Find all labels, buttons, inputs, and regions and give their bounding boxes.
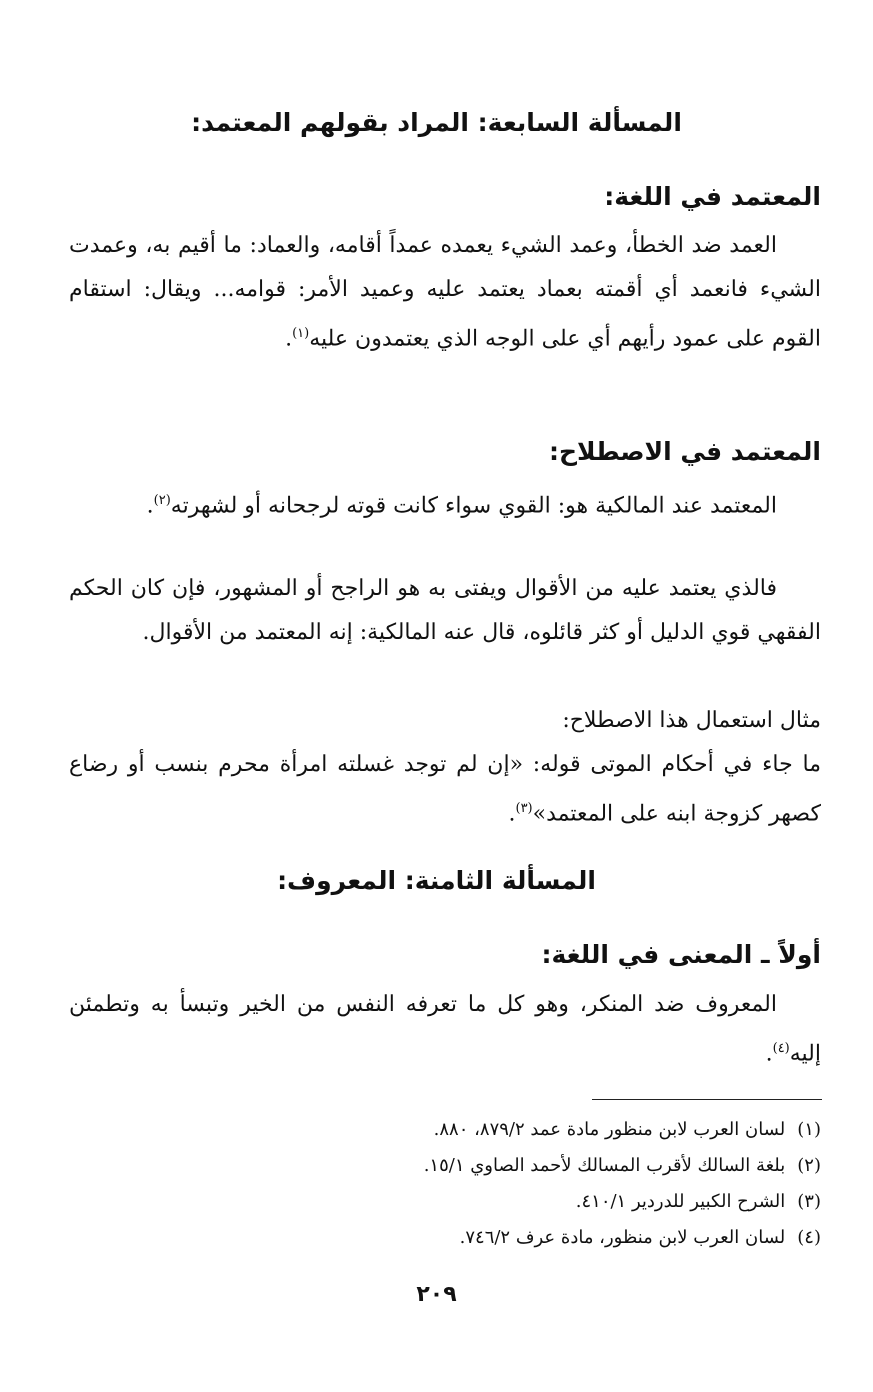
footnote-ref-1: (١) xyxy=(292,326,310,341)
footnote-ref-3: (٣) xyxy=(515,801,533,816)
footnote-divider xyxy=(592,1099,822,1100)
footnote-ref-4: (٤) xyxy=(772,1041,790,1056)
page-number: ٢٠٩ xyxy=(416,1282,457,1307)
paragraph-term-1: المعتمد عند المالكية هو: القوي سواء كانت قوته لرجحانه أو لشهرته$^{(٢)}$. xyxy=(146,493,777,519)
footnote-ref-2: (٢) xyxy=(153,493,171,508)
section-heading-8: المسألة الثامنة: المعروف: xyxy=(277,866,596,895)
paragraph-language-1: العمد ضد الخطأ، وعمد الشيء يعمده عمداً أقامه، والعماد: ما أقيم به، وعمدت الشيء فانعمد أي أقمته بعماد يعتمد عليه وعميد الأمر: قوامه... ويقال: استقام القوم على عمود رأيهم أي على الوجه الذي يعتمدون عليه$^{(١)}$. xyxy=(69,233,822,352)
footnote-4: (٤)لسان العرب لابن منظور، مادة عرف ٧٤٦/٢. xyxy=(459,1227,821,1248)
paragraph-example-title: مثال استعمال هذا الاصطلاح: xyxy=(562,708,821,733)
paragraph-term-2: فالذي يعتمد عليه من الأقوال ويفتى به هو الراجح أو المشهور، فإن كان الحكم الفقهي قوي الدليل أو كثر قائلوه، قال عنه المالكية: إنه المعتمد من الأقوال. xyxy=(69,576,821,645)
section-heading-7: المسألة السابعة: المراد بقولهم المعتمد: xyxy=(191,108,682,137)
footnote-2: (٢)بلغة السالك لأقرب المسالك لأحمد الصاوي ١٥/١. xyxy=(423,1155,821,1176)
paragraph-language-2: المعروف ضد المنكر، وهو كل ما تعرفه النفس من الخير وتبسأ به وتطمئن إليه$^{(٤)}$. xyxy=(69,992,821,1067)
subheading-term-1: المعتمد في الاصطلاح: xyxy=(549,437,821,466)
footnote-3: (٣)الشرح الكبير للدردير ٤١٠/١. xyxy=(575,1191,821,1212)
subheading-language-1: المعتمد في اللغة: xyxy=(604,182,821,211)
footnote-1: (١)لسان العرب لابن منظور مادة عمد ٨٧٩/٢، ٨٨٠. xyxy=(433,1119,821,1140)
subheading-language-2: أولاً ـ المعنى في اللغة: xyxy=(541,940,821,969)
paragraph-example: ما جاء في أحكام الموتى قوله: «إن لم توجد غسلته امرأة محرم بنسب أو رضاع كصهر كزوجة ابنه على المعتمد»$^{(٣)}$. xyxy=(69,752,821,827)
